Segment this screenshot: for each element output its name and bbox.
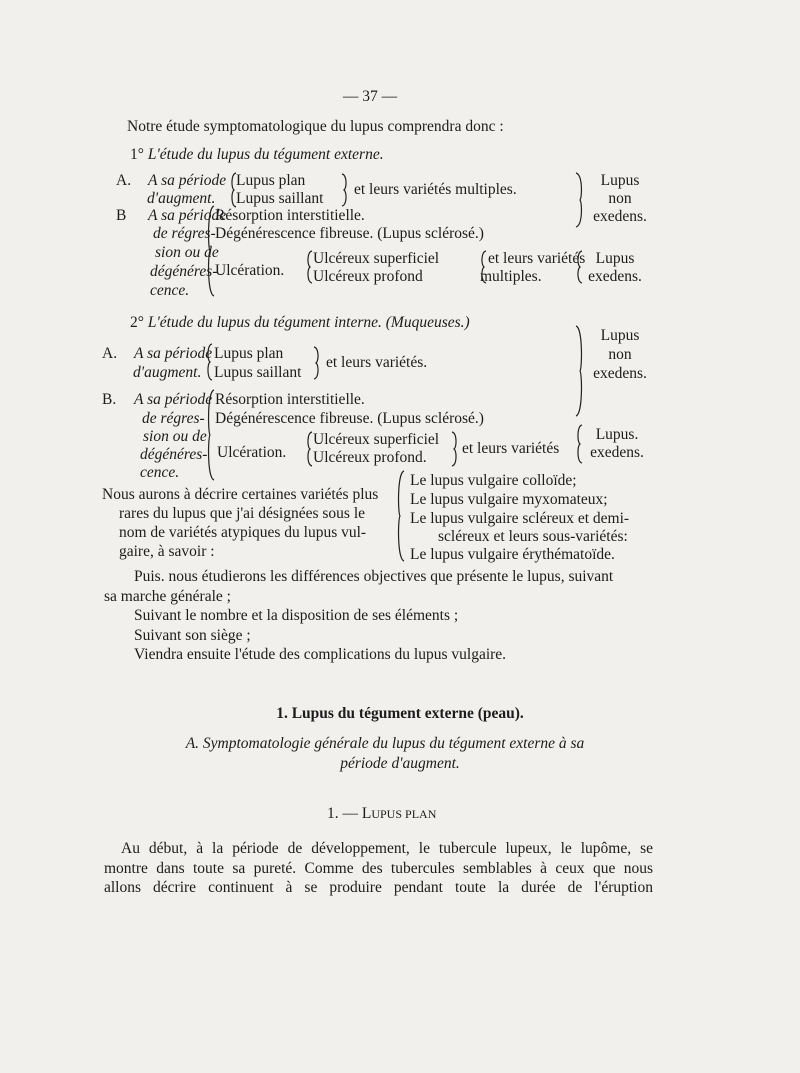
s1-right-bottom-1: Lupus — [595, 250, 635, 267]
rares-left-4: gaire, à savoir : — [119, 543, 215, 560]
s2-b-label-4: dégénéres- — [140, 446, 208, 463]
section2-heading-num: 2° — [130, 314, 144, 331]
rares-right-4: scléreux et leurs sous-variétés: — [438, 528, 628, 545]
s2-right-bottom-1: Lupus. — [595, 426, 639, 443]
s2-b-item-2: Dégénérescence fibreuse. (Lupus sclérosé.) — [215, 410, 484, 427]
s2-right-brace-top — [574, 325, 586, 417]
rares-right-5: Le lupus vulgaire érythématoïde. — [410, 546, 615, 563]
s1-right-top-1: Lupus — [600, 172, 640, 189]
s1-a-item-2: Lupus saillant — [236, 190, 324, 207]
heading-plan-num: 1. — — [327, 805, 358, 822]
s2-a-brace — [204, 343, 214, 381]
s1-b-item-2: Dégénérescence fibreuse. (Lupus sclérosé.) — [215, 225, 484, 242]
rares-right-3: Le lupus vulgaire scléreux et demi- — [410, 510, 630, 527]
s1-b-item-1: Résorption interstitielle. — [215, 207, 365, 224]
heading-plan-small: UPUS PLAN — [371, 807, 437, 821]
puis-line-4: Suivant son siège ; — [134, 627, 251, 644]
s1-b-label-5: cence. — [150, 282, 190, 299]
rares-left-3: nom de variétés atypiques du lupus vul- — [119, 524, 367, 541]
s2-right-top-3: exedens. — [593, 365, 647, 382]
s2-a-item-2: Lupus saillant — [214, 364, 302, 381]
section2-heading — [130, 314, 470, 332]
s1-b-label-2: de régres- — [153, 225, 216, 242]
s1-a-label-2: d'augment. — [147, 190, 216, 207]
heading-A-line2: période d'augment. — [340, 755, 460, 772]
s1-ulc-item-2: Ulcéreux profond — [313, 268, 423, 285]
s2-b-label-3: sion ou de — [143, 428, 207, 445]
paragraph-line-2: montre dans toute sa pureté. Comme des tubercules semblables à ceux que nous — [104, 860, 653, 877]
section2-heading-paren: (Muqueuses.) — [385, 314, 470, 331]
s2-ulc-brace-right — [450, 431, 460, 467]
s1-a-varietes: et leurs variétés multiples. — [354, 181, 517, 198]
heading-plan-big: L — [361, 805, 372, 822]
s2-b-item-1: Résorption interstitielle. — [215, 391, 365, 408]
section1-heading-text: L'étude du lupus du tégument externe. — [147, 146, 384, 163]
s1-a-brace-right — [340, 173, 350, 207]
section1-heading-num: 1° — [130, 146, 144, 163]
s1-b-label-3: sion ou de — [155, 244, 219, 261]
s1-ulc-item-1: Ulcéreux superficiel — [313, 250, 440, 267]
s2-right-brace-bottom — [574, 424, 584, 464]
puis-line-1: Puis. nous étudierons les différences objectives que présente le lupus, suivant — [134, 568, 614, 585]
s2-ulc-item-2: Ulcéreux profond. — [313, 449, 427, 466]
intro-line: Notre étude symptomatologique du lupus comprendra donc : — [127, 118, 504, 135]
s2-ulceration: Ulcération. — [217, 444, 287, 461]
s2-b-label-5: cence. — [140, 464, 180, 481]
s1-a-label-1: A sa période — [148, 172, 227, 189]
heading-A-line1: A. Symptomatologie générale du lupus du tégument externe à sa — [185, 735, 585, 752]
heading-peau: 1. Lupus du tégument externe (peau). — [276, 705, 524, 722]
s2-a-item-1: Lupus plan — [214, 345, 284, 362]
s2-a-label-2: d'augment. — [133, 364, 202, 381]
page-number: — 37 — — [342, 88, 398, 105]
s2-a-letter: A. — [102, 345, 118, 362]
puis-line-2: sa marche générale ; — [104, 588, 231, 605]
rares-left-1: Nous aurons à décrire certaines variétés plus — [102, 486, 379, 503]
s1-b-letter: B — [116, 207, 127, 224]
s1-b-label-4: dégénéres- — [150, 263, 218, 280]
s2-right-bottom-2: exedens. — [590, 444, 644, 461]
s1-b-label-1: A sa période — [148, 207, 227, 224]
s2-right-top-2: non — [608, 346, 632, 363]
s1-right-brace-top — [574, 172, 586, 228]
s2-b-label-2: de régres- — [142, 410, 205, 427]
s2-b-letter: B. — [102, 391, 117, 408]
s2-ulc-varietes: et leurs variétés — [462, 440, 560, 457]
rares-right-1: Le lupus vulgaire colloïde; — [410, 472, 577, 489]
s1-right-bottom-2: exedens. — [588, 268, 642, 285]
s2-a-label-1: A sa période — [134, 345, 213, 362]
s1-right-top-2: non — [608, 190, 632, 207]
s2-right-top-1: Lupus — [600, 327, 640, 344]
puis-line-3: Suivant le nombre et la disposition de ses éléments ; — [134, 607, 459, 624]
section1-heading — [130, 146, 384, 164]
paragraph-line-1: Au début, à la période de développement, le tubercule lupeux, le lupôme, se — [121, 840, 653, 857]
s2-a-brace-right — [312, 346, 322, 380]
rares-right-2: Le lupus vulgaire myxomateux; — [410, 491, 608, 508]
s1-ulceration: Ulcération. — [215, 262, 285, 279]
s1-right-top-3: exedens. — [593, 208, 647, 225]
heading-lupus-plan — [327, 805, 436, 823]
paragraph-line-3: allons décrire continuent à se produire pendant toute la durée de l'éruption — [104, 879, 653, 896]
s2-a-varietes: et leurs variétés. — [326, 354, 428, 371]
s1-a-item-1: Lupus plan — [236, 172, 306, 189]
s2-ulc-item-1: Ulcéreux superficiel — [313, 431, 440, 448]
rares-brace — [394, 470, 406, 562]
s2-b-label-1: A sa période — [134, 391, 213, 408]
s1-ulc-varietes-2: multiples. — [480, 268, 542, 285]
s1-a-letter: A. — [116, 172, 132, 189]
s1-ulc-varietes-1: et leurs variétés — [488, 250, 586, 267]
rares-left-2: rares du lupus que j'ai désignées sous le — [119, 505, 366, 522]
section2-heading-text: L'étude du lupus du tégument interne. — [147, 314, 382, 331]
puis-line-5: Viendra ensuite l'étude des complications du lupus vulgaire. — [134, 646, 507, 663]
